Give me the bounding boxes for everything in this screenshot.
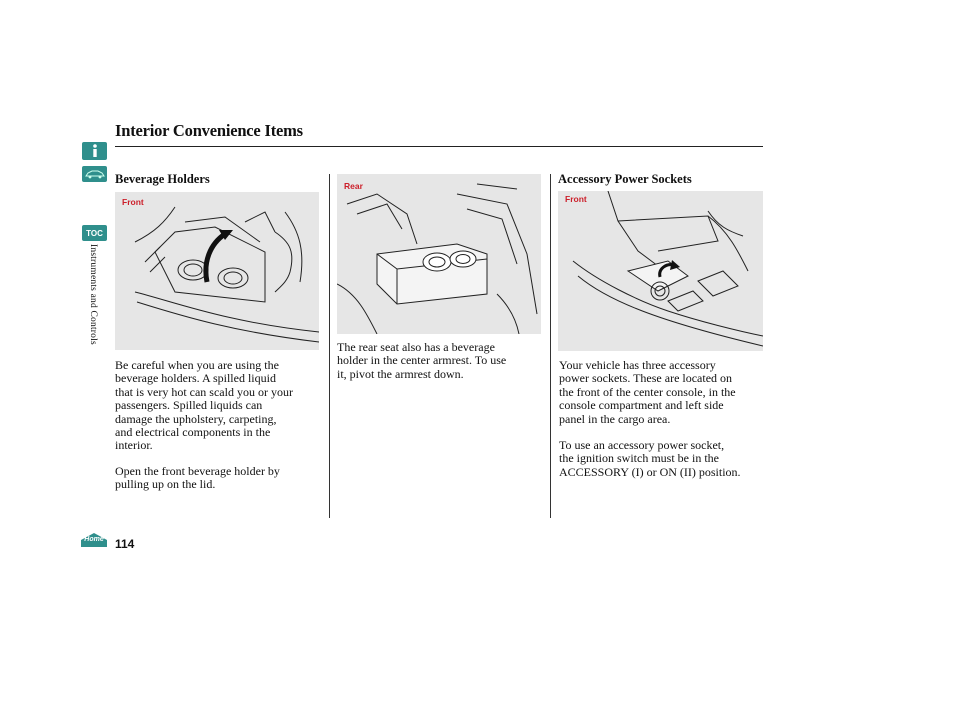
text-line: passengers. Spilled liquids can [115,398,263,413]
text-line: it, pivot the armrest down. [337,366,464,381]
home-label: Home [84,536,104,543]
text-line: Open the front beverage holder by [115,464,280,478]
text-line: power sockets. These are located on [559,371,733,386]
rear-armrest-illustration [337,174,541,334]
front-beverage-holder-figure [115,192,319,350]
beverage-paragraph-2 [115,465,325,492]
rear-holder-paragraph [337,341,547,381]
toc-button[interactable]: TOC [82,225,107,241]
text-line: that is very hot can scald you or your [115,384,293,399]
rear-figure-label: Rear [344,181,363,191]
text-line: To use an accessory power socket, [559,438,725,452]
power-socket-paragraph-2 [559,439,769,479]
section-label: Instruments and Controls [88,244,98,345]
text-line: holder in the center armrest. To use [337,353,507,368]
front-socket-figure-label: Front [565,194,587,204]
text-line: the front of the center console, in the [559,384,736,399]
front-cupholder-illustration [115,192,319,350]
column-divider [550,174,551,518]
text-line: The rear seat also has a beverage [337,340,495,354]
text-line: beverage holders. A spilled liquid [115,371,276,386]
power-socket-paragraph-1 [559,359,769,426]
text-line: the ignition switch must be in the [559,451,719,466]
column-divider [329,174,330,518]
power-socket-figure [558,191,763,351]
beverage-paragraph-1 [115,359,325,453]
text-line: pulling up on the lid. [115,477,216,492]
info-icon[interactable] [82,142,107,160]
text-line: interior. [115,438,153,453]
page-title: Interior Convenience Items [115,121,303,140]
front-figure-label: Front [122,197,144,207]
text-line: panel in the cargo area. [559,411,671,426]
power-sockets-heading: Accessory Power Sockets [558,172,692,186]
text-line: and electrical components in the [115,425,271,440]
text-line: ACCESSORY (I) or ON (II) position. [559,464,741,479]
title-rule [115,146,763,147]
text-line: damage the upholstery, carpeting, [115,411,277,426]
text-line: Be careful when you are using the [115,358,279,372]
beverage-holders-heading: Beverage Holders [115,172,210,186]
home-button[interactable] [80,532,108,548]
text-line: console compartment and left side [559,398,724,413]
car-icon[interactable] [82,166,107,182]
power-socket-illustration [558,191,763,351]
text-line: Your vehicle has three accessory [559,358,716,372]
rear-beverage-holder-figure [337,174,541,334]
page-number: 114 [115,537,135,551]
